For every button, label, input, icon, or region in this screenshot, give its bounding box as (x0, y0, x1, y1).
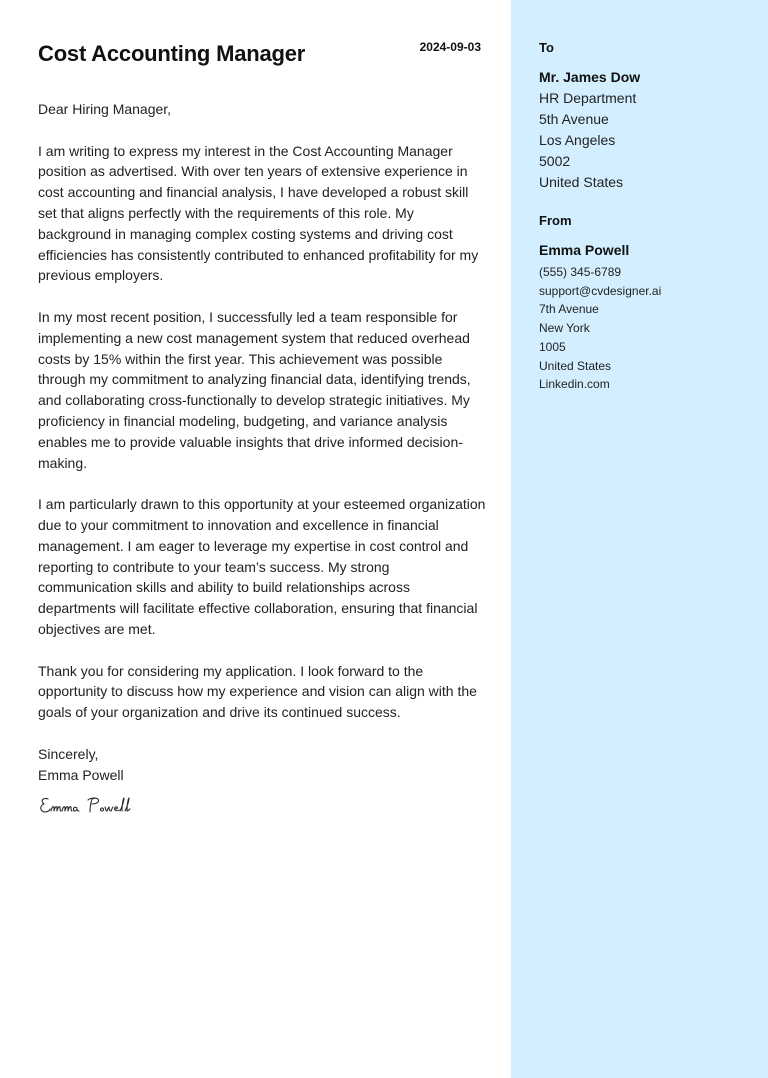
salutation: Dear Hiring Manager, (38, 101, 172, 117)
contact-details (539, 40, 759, 394)
recipient-department: HR Department (539, 90, 637, 106)
letter-body (38, 99, 486, 819)
to-heading: To (539, 40, 554, 55)
recipient-name: Mr. James Dow (539, 69, 641, 85)
handwritten-signature (38, 793, 148, 819)
sender-postal-code: 1005 (539, 339, 566, 354)
sender-phone: (555) 345-6789 (539, 265, 622, 279)
recipient-postal-code: 5002 (539, 153, 571, 169)
paragraph-4: Thank you for considering my application. I look forward to the opportunity to discuss how my experience and vision can align with the goals of your organization and drive its continued success. (38, 662, 477, 721)
sender-email: support@cvdesigner.ai (539, 283, 662, 298)
sender-linkedin: Linkedin.com (539, 377, 610, 392)
letter-date: 2024-09-03 (419, 40, 481, 54)
paragraph-2: In my most recent position, I successfully led a team responsible for implementing a new cost management system that reduced overhead costs by 15% within the first year. This achievement was possible through my commitment to analyzing financial data, identifying trends, and collaborating cross-functionally to develop strategic initiatives. My proficiency in financial modeling, budgeting, and variance analysis enables me to provide valuable insights that drive informed decision-making. (38, 308, 471, 471)
sender-street: 7th Avenue (539, 302, 599, 317)
paragraph-1: I am writing to express my interest in the Cost Accounting Manager position as advertised. With over ten years of extensive experience in cost accounting and financial analysis, I have developed a robust skill set that aligns perfectly with the requirements of this role. My background in managing complex costing systems and driving cost efficiencies has consistently contributed to enhanced profitability for my previous employers. (38, 142, 479, 284)
recipient-city: Los Angeles (539, 132, 616, 148)
sender-country: United States (539, 358, 612, 373)
paragraph-3: I am particularly drawn to this opportunity at your esteemed organization due to your commitment to innovation and excellence in financial management. I am eager to leverage my expertise in cost control and reporting to contribute to your team’s success. My strong communication skills and ability to build relationships across departments will facilitate effective collaboration, ensuring that financial objectives are met. (38, 496, 486, 637)
closing: Sincerely, (38, 745, 99, 762)
recipient-street: 5th Avenue (539, 111, 609, 127)
recipient-country: United States (539, 174, 624, 190)
closing-name: Emma Powell (38, 766, 124, 783)
contact-sidebar (511, 0, 768, 1078)
sender-city: New York (539, 321, 590, 336)
from-heading: From (539, 213, 572, 228)
sender-name: Emma Powell (539, 242, 630, 258)
page-title: Cost Accounting Manager (38, 41, 306, 66)
